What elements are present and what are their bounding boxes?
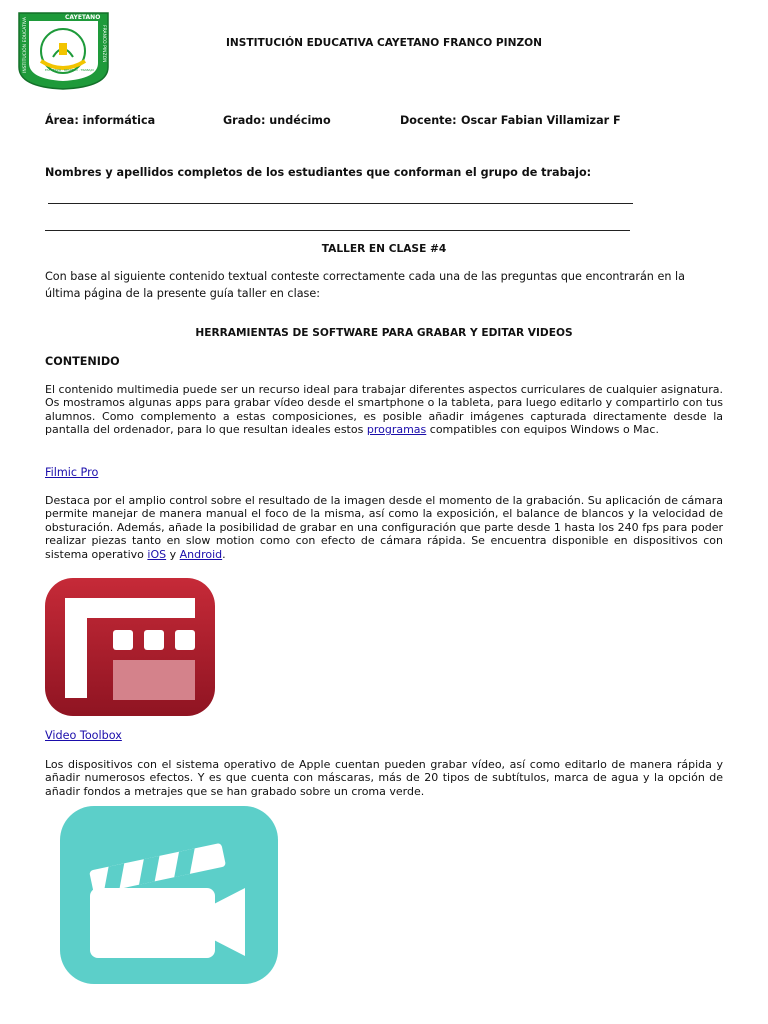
- contenido-text-after: compatibles con equipos Windows o Mac.: [426, 423, 659, 437]
- students-prompt: Nombres y apellidos completos de los estudiantes que conforman el grupo de trabajo:: [45, 166, 592, 179]
- video-toolbox-link[interactable]: Video Toolbox: [45, 729, 122, 742]
- ios-link[interactable]: iOS: [147, 547, 167, 561]
- school-logo: [17, 11, 110, 91]
- intro-paragraph: Con base al siguiente contenido textual conteste correctamente cada una de las preguntas que encontrarán en la última página de la presente guía taller en clase:: [45, 270, 685, 300]
- logo-left-text: INSTITUCIÓN EDUCATIVA: [23, 17, 28, 73]
- institution-title: INSTITUCIÓN EDUCATIVA CAYETANO FRANCO PINZON: [225, 37, 543, 49]
- logo-bottom-text: SAN CALIXTO: [44, 81, 82, 87]
- filmic-end: .: [222, 547, 226, 561]
- docente-label: Docente:: [400, 114, 457, 127]
- answer-line-1: [48, 203, 633, 204]
- logo-right-text: FRANCO PINZON: [101, 25, 106, 63]
- section-title: HERRAMIENTAS DE SOFTWARE PARA GRABAR Y EDITAR VIDEOS: [195, 327, 573, 339]
- programas-link[interactable]: programas: [366, 423, 427, 437]
- contenido-paragraph: [45, 383, 723, 437]
- filmic-mid: y: [166, 547, 180, 561]
- filmic-pro-link[interactable]: Filmic Pro: [45, 466, 99, 479]
- logo-ribbon-text: ESFUERZO · RESPETO · TRABAJO: [45, 68, 94, 72]
- area-label: Área: informática: [45, 114, 156, 127]
- logo-top-text: CAYETANO: [65, 14, 101, 21]
- taller-title: TALLER EN CLASE #4: [321, 243, 447, 255]
- android-link[interactable]: Android: [179, 547, 223, 561]
- contenido-text-before: El contenido multimedia puede ser un recurso ideal para trabajar diferentes aspectos curriculares de cualquier asignatura. Os mostramos algunas apps para grabar vídeo desde el smartphone o la tableta, para luego editarlo y compartirlo con tus alumnos. Como complemento a estas composiciones, es posible añadir imágenes capturada directamente desde la pantalla del ordenador, para lo que resultan ideales estos: [45, 383, 723, 437]
- filmic-text: Destaca por el amplio control sobre el resultado de la imagen desde el momento de la grabación. Su aplicación de cámara permite manejar de manera manual el foco de la misma, así como la exposición, el balance de blancos y la velocidad de obsturación. Además, añade la posibilidad de grabar en una configuración que parte desde 1 hasta los 240 fps para poder realizar piezas tanto en slow motion como con efecto de cámara rápida. Se encuentra disponible en dispositivos con sistema operativo: [45, 494, 723, 561]
- video-toolbox-app-icon: [60, 806, 278, 984]
- answer-line-2: [45, 230, 630, 231]
- toolbox-paragraph: Los dispositivos con el sistema operativo de Apple cuentan pueden grabar vídeo, así como editarlo de manera rápida y añadir numerosos efectos. Y es que cuenta con máscaras, más de 20 tipos de subtítulos, marca de agua y la opción de añadir fondos a metrajes que se han grabado sobre un croma verde.: [45, 758, 723, 798]
- filmic-paragraph: [45, 494, 723, 561]
- contenido-label: CONTENIDO: [45, 355, 120, 368]
- grado-label: Grado: undécimo: [223, 114, 331, 127]
- filmic-pro-app-icon: [45, 578, 215, 716]
- docente-name: Oscar Fabian Villamizar F: [461, 114, 621, 127]
